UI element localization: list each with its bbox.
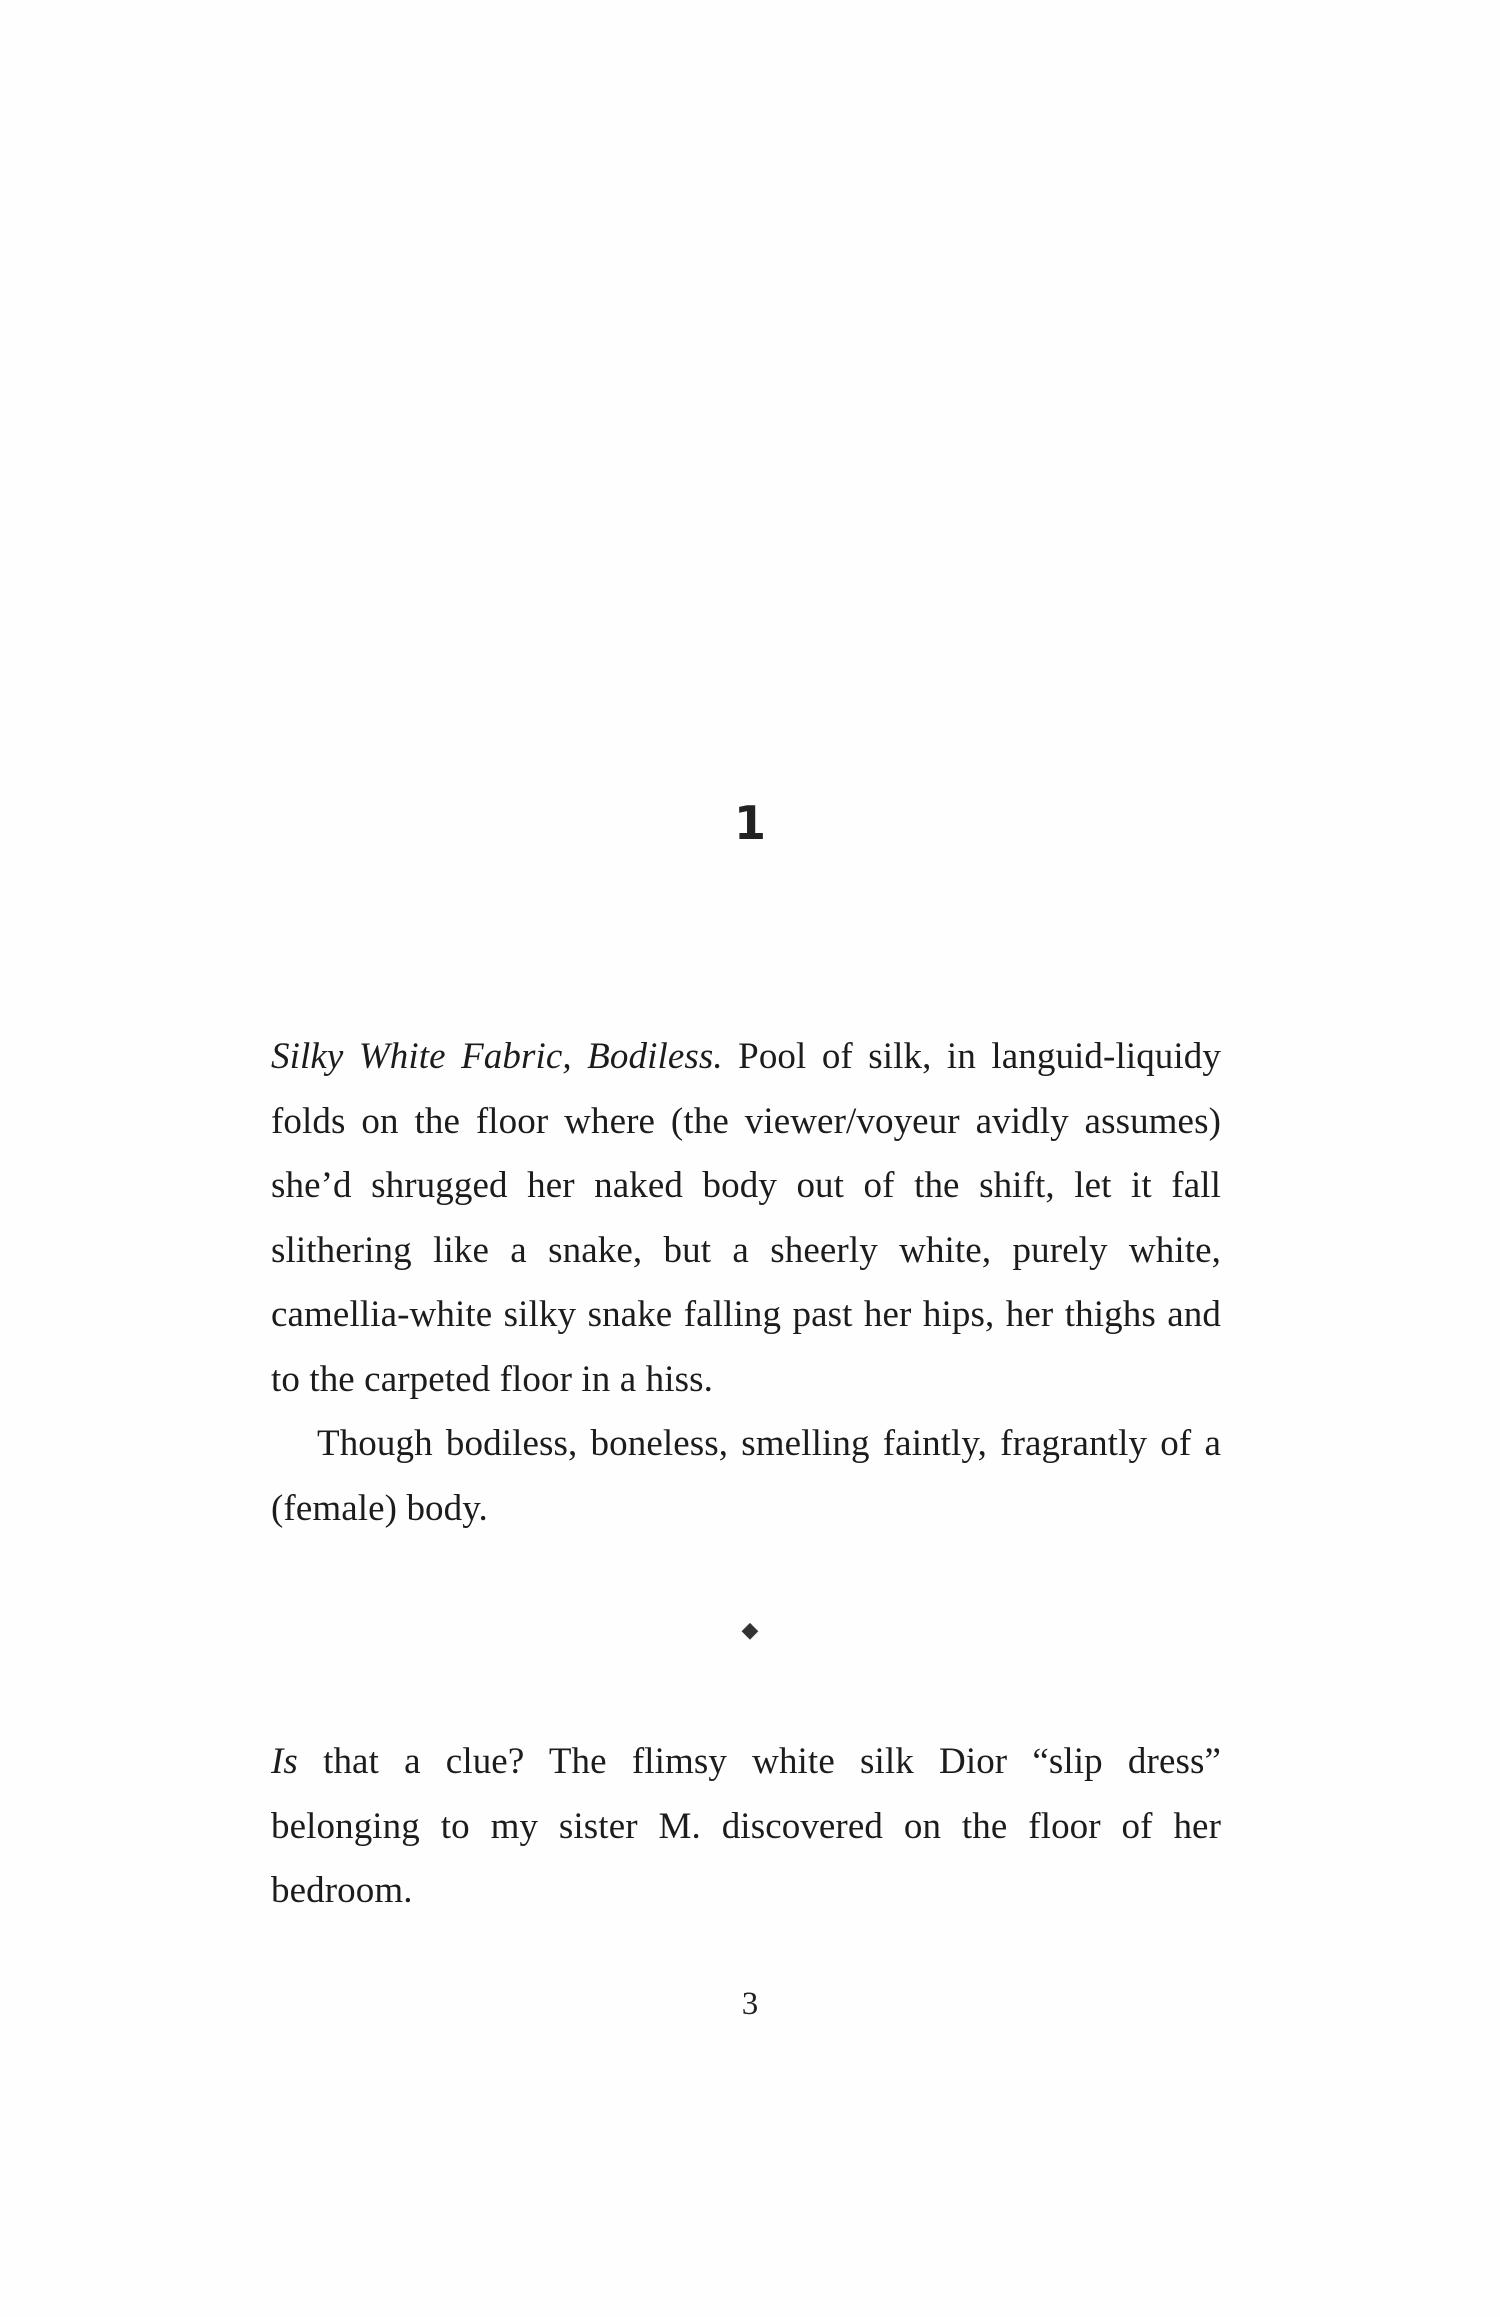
section-1 — [271, 1025, 1221, 1541]
paragraph-3 — [271, 1730, 1221, 1924]
paragraph-1-text: Pool of silk, in languid-liquidy folds on the floor where (the viewer/voyeur avidly assumes) she’d shrugged her naked body out of the shift, let it fall slithering like a snake, but a sheerly white, purely white, camellia-white silky snake falling past her hips, her thighs and to the carpeted floor in a hiss. — [271, 1036, 1221, 1400]
chapter-number: 1 — [733, 796, 766, 850]
paragraph-1 — [271, 1025, 1221, 1412]
section-2 — [271, 1730, 1221, 1924]
paragraph-2-text: Though bodiless, boneless, smelling faintly, fragrantly of a (female) body. — [271, 1423, 1221, 1529]
paragraph-2 — [271, 1412, 1221, 1541]
italic-phrase: Silky White Fabric, Bodiless. — [271, 1036, 723, 1077]
section-divider-diamond-icon: ◆ — [741, 1618, 759, 1643]
page-number: 3 — [741, 1986, 759, 2022]
paragraph-3-text: that a clue? The flimsy white silk Dior “slip dress” belonging to my sister M. discovered on the floor of her bedroom. — [271, 1741, 1221, 1911]
italic-word: Is — [271, 1741, 298, 1782]
